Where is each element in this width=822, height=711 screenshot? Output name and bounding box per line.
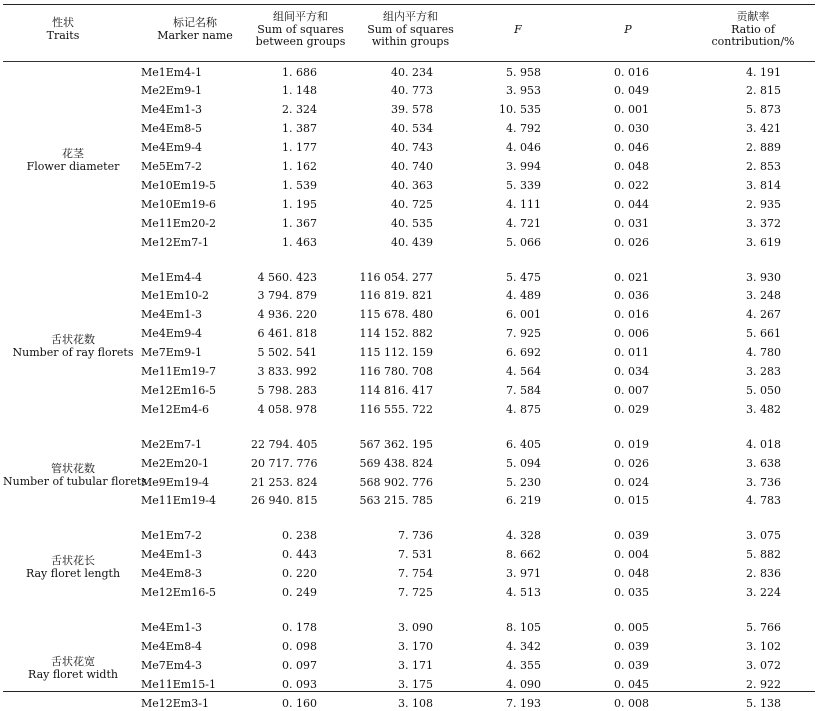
ss-between: 21 253. 824 xyxy=(251,475,318,489)
ss-between: 1. 148 xyxy=(282,84,317,98)
p-value: 0. 049 xyxy=(614,84,649,98)
header-within-en1: Sum of squares xyxy=(367,22,454,36)
contribution: 3. 421 xyxy=(746,122,781,136)
p-value: 0. 006 xyxy=(614,327,649,341)
p-value: 0. 016 xyxy=(614,65,649,79)
marker-name: Me12Em16-5 xyxy=(141,383,216,397)
contribution: 2. 922 xyxy=(746,677,781,691)
trait-label xyxy=(3,333,143,359)
p-value: 0. 029 xyxy=(614,402,649,416)
header-within xyxy=(353,11,468,49)
header-between-en1: Sum of squares xyxy=(257,22,344,36)
marker-name: Me4Em9-4 xyxy=(141,327,202,341)
marker-name: Me11Em19-7 xyxy=(141,365,216,378)
header-traits xyxy=(3,17,123,42)
f-value: 5. 230 xyxy=(506,475,541,489)
trait-label-en: Number of tubular florets xyxy=(3,475,147,488)
ss-between: 2. 324 xyxy=(282,103,317,117)
header-marker xyxy=(140,17,250,42)
ss-between: 1. 686 xyxy=(282,65,317,79)
f-value: 8. 662 xyxy=(506,548,541,562)
ss-within: 40. 439 xyxy=(391,235,433,249)
ss-between: 1. 539 xyxy=(282,178,317,192)
p-value: 0. 044 xyxy=(614,197,649,211)
f-value: 5. 339 xyxy=(506,178,541,192)
contribution: 4. 267 xyxy=(746,308,781,322)
ss-between: 1. 195 xyxy=(282,197,317,211)
p-value: 0. 035 xyxy=(614,586,649,599)
contribution: 2. 815 xyxy=(746,84,781,98)
marker-name: Me2Em9-1 xyxy=(141,84,202,98)
marker-name: Me10Em19-6 xyxy=(141,197,216,211)
contribution: 3. 075 xyxy=(746,529,781,543)
f-value: 5. 066 xyxy=(506,235,541,249)
trait-label-zh: 花茎 xyxy=(62,146,84,160)
f-value: 4. 875 xyxy=(506,402,541,416)
ss-within: 40. 773 xyxy=(391,84,433,98)
contribution: 3. 814 xyxy=(746,178,781,192)
ss-within: 568 902. 776 xyxy=(359,475,433,489)
header-marker-zh: 标记名称 xyxy=(173,16,217,29)
ss-within: 7. 736 xyxy=(398,529,433,543)
ss-between: 1. 387 xyxy=(282,122,317,136)
marker-name: Me4Em1-3 xyxy=(141,308,202,322)
bottom-rule xyxy=(3,691,815,692)
ss-within: 114 816. 417 xyxy=(359,383,433,397)
marker-name: Me7Em4-3 xyxy=(141,658,202,672)
ss-between: 6 461. 818 xyxy=(257,327,317,341)
header-within-zh: 组内平方和 xyxy=(383,10,438,23)
ss-within: 7. 531 xyxy=(398,548,433,562)
ss-between: 3 833. 992 xyxy=(257,365,317,378)
f-value: 4. 489 xyxy=(506,289,541,303)
ss-between: 26 940. 815 xyxy=(251,494,318,508)
contribution: 2. 853 xyxy=(746,160,781,173)
ss-within: 39. 578 xyxy=(391,103,433,117)
marker-name: Me1Em4-4 xyxy=(141,270,202,284)
ss-within: 3. 170 xyxy=(398,639,433,653)
ss-within: 115 112. 159 xyxy=(359,346,433,360)
marker-name: Me12Em3-1 xyxy=(141,696,209,710)
p-value: 0. 008 xyxy=(614,696,649,710)
p-value: 0. 026 xyxy=(614,456,649,470)
ss-within: 7. 754 xyxy=(398,567,433,581)
trait-label-en: Number of ray florets xyxy=(12,345,134,359)
f-value: 5. 475 xyxy=(506,270,541,284)
ss-within: 40. 234 xyxy=(391,65,433,79)
f-value: 4. 342 xyxy=(506,639,541,653)
trait-label-zh: 管状花数 xyxy=(51,462,95,475)
f-value: 3. 953 xyxy=(506,84,541,98)
marker-name: Me4Em8-3 xyxy=(141,567,202,581)
p-value: 0. 039 xyxy=(614,529,649,543)
ss-between: 1. 162 xyxy=(282,160,317,173)
ss-between: 5 798. 283 xyxy=(257,383,317,397)
ss-between: 0. 097 xyxy=(282,658,317,672)
ss-between: 0. 160 xyxy=(282,696,317,710)
ss-between: 4 936. 220 xyxy=(257,308,317,322)
contribution: 5. 138 xyxy=(746,696,781,710)
header-p: P xyxy=(624,23,632,36)
contribution: 5. 050 xyxy=(746,383,781,397)
ss-within: 116 780. 708 xyxy=(359,365,433,378)
ss-within: 40. 740 xyxy=(391,160,433,173)
marker-name: Me7Em9-1 xyxy=(141,346,202,360)
ss-between: 3 794. 879 xyxy=(257,289,317,303)
contribution: 3. 283 xyxy=(746,365,781,378)
ss-between: 0. 093 xyxy=(282,677,317,691)
contribution: 4. 018 xyxy=(746,437,781,451)
ss-within: 569 438. 824 xyxy=(359,456,433,470)
p-value: 0. 039 xyxy=(614,658,649,672)
ss-within: 114 152. 882 xyxy=(359,327,433,341)
marker-name: Me4Em1-3 xyxy=(141,548,202,562)
ss-between: 0. 443 xyxy=(282,548,317,562)
f-value: 10. 535 xyxy=(499,103,541,117)
ss-within: 567 362. 195 xyxy=(359,437,433,451)
trait-label-en: Ray floret width xyxy=(28,667,118,681)
marker-name: Me4Em1-3 xyxy=(141,620,202,634)
ss-within: 563 215. 785 xyxy=(359,494,433,508)
f-value: 7. 193 xyxy=(506,696,541,710)
p-value: 0. 048 xyxy=(614,567,649,581)
p-value: 0. 045 xyxy=(614,677,649,691)
ss-within: 7. 725 xyxy=(398,586,433,599)
contribution: 2. 935 xyxy=(746,197,781,211)
ss-within: 3. 090 xyxy=(398,620,433,634)
marker-name: Me1Em7-2 xyxy=(141,529,202,543)
contribution: 3. 248 xyxy=(746,289,781,303)
marker-name: Me2Em20-1 xyxy=(141,456,209,470)
header-between-en2: between groups xyxy=(255,35,346,48)
f-value: 4. 355 xyxy=(506,658,541,672)
trait-label xyxy=(3,554,143,580)
header-traits-zh: 性状 xyxy=(52,16,74,29)
marker-name: Me9Em19-4 xyxy=(141,475,209,489)
ss-between: 0. 238 xyxy=(282,529,317,543)
contribution: 5. 873 xyxy=(746,103,781,117)
p-value: 0. 004 xyxy=(614,548,649,562)
contribution: 4. 191 xyxy=(746,65,781,79)
marker-name: Me10Em19-5 xyxy=(141,178,216,192)
p-value: 0. 021 xyxy=(614,270,649,284)
ss-within: 115 678. 480 xyxy=(359,308,433,322)
f-value: 4. 721 xyxy=(506,216,541,230)
ss-within: 116 819. 821 xyxy=(359,289,433,303)
contribution: 3. 930 xyxy=(746,270,781,284)
trait-label-en: Ray floret length xyxy=(25,566,121,580)
marker-name: Me1Em10-2 xyxy=(141,289,209,303)
trait-label-zh: 舌状花数 xyxy=(51,332,95,346)
ss-between: 22 794. 405 xyxy=(251,437,318,451)
p-value: 0. 039 xyxy=(614,639,649,653)
contribution: 4. 783 xyxy=(746,494,781,508)
ss-within: 40. 363 xyxy=(391,178,433,192)
f-value: 4. 564 xyxy=(506,365,541,378)
trait-label xyxy=(3,147,143,173)
p-value: 0. 011 xyxy=(614,346,649,360)
ss-within: 3. 171 xyxy=(398,658,433,672)
ss-between: 0. 178 xyxy=(282,620,317,634)
header-between-zh: 组间平方和 xyxy=(273,10,328,23)
contribution: 4. 780 xyxy=(746,346,781,360)
f-value: 8. 105 xyxy=(506,620,541,634)
header-traits-en: Traits xyxy=(46,28,80,42)
f-value: 4. 328 xyxy=(506,529,541,543)
f-value: 4. 111 xyxy=(506,197,541,211)
contribution: 3. 102 xyxy=(746,639,781,653)
ss-within: 40. 725 xyxy=(391,197,433,211)
p-value: 0. 046 xyxy=(614,141,649,155)
marker-name: Me4Em1-3 xyxy=(141,103,202,117)
contribution: 3. 638 xyxy=(746,456,781,470)
trait-label-zh: 舌状花长 xyxy=(51,553,95,567)
header-contrib-en2: contribution/% xyxy=(711,35,795,48)
ss-between: 5 502. 541 xyxy=(257,346,317,360)
contribution: 3. 619 xyxy=(746,235,781,249)
ss-within: 3. 108 xyxy=(398,696,433,710)
f-value: 4. 792 xyxy=(506,122,541,136)
marker-name: Me4Em8-4 xyxy=(141,639,202,653)
marker-name: Me12Em4-6 xyxy=(141,402,209,416)
ss-between: 1. 463 xyxy=(282,235,317,249)
trait-label-en: Flower diameter xyxy=(26,159,120,173)
contribution: 5. 882 xyxy=(746,548,781,562)
f-value: 6. 692 xyxy=(506,346,541,360)
p-value: 0. 016 xyxy=(614,308,649,322)
p-value: 0. 007 xyxy=(614,383,649,397)
p-value: 0. 034 xyxy=(614,365,649,378)
top-rule xyxy=(3,4,815,5)
header-within-en2: within groups xyxy=(371,35,450,48)
ss-between: 1. 177 xyxy=(282,141,317,155)
header-marker-en: Marker name xyxy=(157,28,233,42)
header-between xyxy=(243,11,358,49)
contribution: 3. 224 xyxy=(746,586,781,599)
ss-within: 116 555. 722 xyxy=(359,402,433,416)
f-value: 6. 405 xyxy=(506,437,541,451)
p-value: 0. 005 xyxy=(614,620,649,634)
ss-between: 1. 367 xyxy=(282,216,317,230)
marker-name: Me5Em7-2 xyxy=(141,160,202,173)
contribution: 2. 889 xyxy=(746,141,781,155)
header-contrib-zh: 贡献率 xyxy=(736,10,770,23)
ss-between: 0. 220 xyxy=(282,567,317,581)
contribution: 3. 736 xyxy=(746,475,781,489)
p-value: 0. 048 xyxy=(614,160,649,173)
f-value: 5. 094 xyxy=(506,456,541,470)
contribution: 3. 072 xyxy=(746,658,781,672)
ss-between: 4 058. 978 xyxy=(257,402,317,416)
f-value: 4. 513 xyxy=(506,586,541,599)
p-value: 0. 036 xyxy=(614,289,649,303)
p-value: 0. 024 xyxy=(614,475,649,489)
trait-label-zh: 舌状花宽 xyxy=(51,654,95,668)
marker-name: Me4Em8-5 xyxy=(141,122,202,136)
p-value: 0. 022 xyxy=(614,178,649,192)
ss-within: 40. 743 xyxy=(391,141,433,155)
marker-name: Me4Em9-4 xyxy=(141,141,202,155)
ss-between: 0. 249 xyxy=(282,586,317,599)
marker-name: Me1Em4-1 xyxy=(141,65,202,79)
ss-between: 20 717. 776 xyxy=(251,456,318,470)
f-value: 3. 971 xyxy=(506,567,541,581)
contribution: 5. 766 xyxy=(746,620,781,634)
marker-name: Me11Em15-1 xyxy=(141,677,216,691)
p-value: 0. 026 xyxy=(614,235,649,249)
p-value: 0. 030 xyxy=(614,122,649,136)
f-value: 4. 090 xyxy=(506,677,541,691)
p-value: 0. 015 xyxy=(614,494,649,508)
f-value: 6. 219 xyxy=(506,494,541,508)
header-contrib-en1: Ratio of xyxy=(731,22,775,36)
marker-name: Me11Em19-4 xyxy=(141,494,216,508)
f-value: 3. 994 xyxy=(506,160,541,173)
contribution: 5. 661 xyxy=(746,327,781,341)
f-value: 7. 584 xyxy=(506,383,541,397)
ss-between: 0. 098 xyxy=(282,639,317,653)
contribution: 3. 482 xyxy=(746,402,781,416)
p-value: 0. 031 xyxy=(614,216,649,230)
header-f: F xyxy=(514,23,522,36)
ss-within: 40. 535 xyxy=(391,216,433,230)
f-value: 4. 046 xyxy=(506,141,541,155)
ss-between: 4 560. 423 xyxy=(257,270,317,284)
contribution: 3. 372 xyxy=(746,216,781,230)
ss-within: 3. 175 xyxy=(398,677,433,691)
marker-name: Me11Em20-2 xyxy=(141,216,216,230)
trait-label xyxy=(3,462,147,488)
header-contribution xyxy=(693,11,813,49)
f-value: 6. 001 xyxy=(506,308,541,322)
contribution: 2. 836 xyxy=(746,567,781,581)
ss-within: 116 054. 277 xyxy=(359,270,433,284)
trait-label xyxy=(3,655,143,681)
header-rule xyxy=(3,61,815,62)
p-value: 0. 019 xyxy=(614,437,649,451)
marker-name: Me2Em7-1 xyxy=(141,437,202,451)
ss-within: 40. 534 xyxy=(391,122,433,136)
marker-name: Me12Em7-1 xyxy=(141,235,209,249)
f-value: 5. 958 xyxy=(506,65,541,79)
p-value: 0. 001 xyxy=(614,103,649,117)
marker-name: Me12Em16-5 xyxy=(141,586,216,599)
f-value: 7. 925 xyxy=(506,327,541,341)
